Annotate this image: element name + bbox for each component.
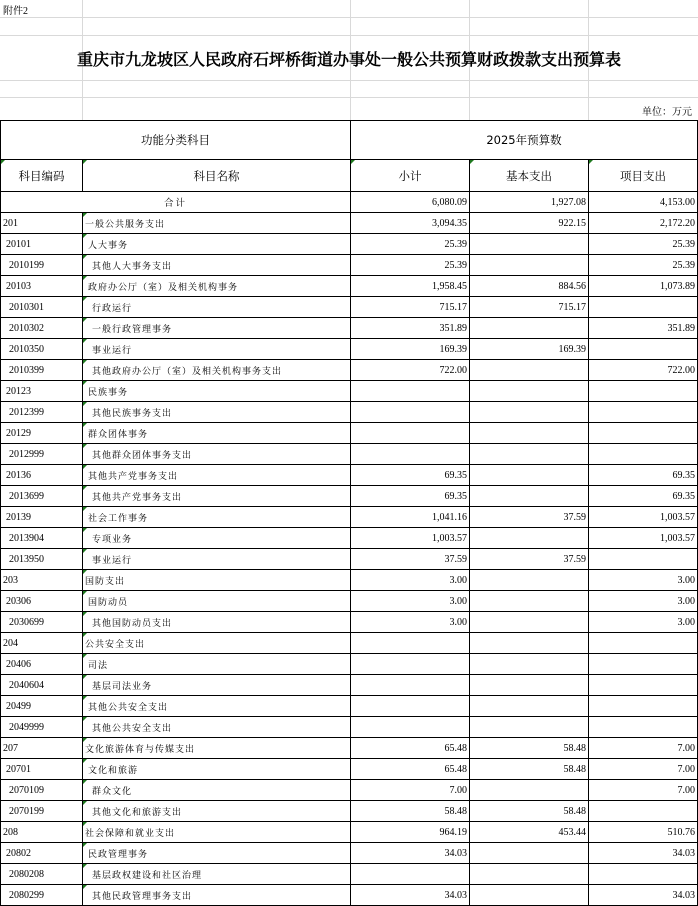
row-subtotal xyxy=(351,717,470,738)
row-code: 2012999 xyxy=(1,444,83,465)
row-basic: 37.59 xyxy=(470,549,589,570)
row-subtotal: 69.35 xyxy=(351,486,470,507)
row-basic xyxy=(470,423,589,444)
row-name: 公共安全支出 xyxy=(83,633,351,654)
row-code: 20139 xyxy=(1,507,83,528)
header-subtotal: 小计 xyxy=(351,160,470,192)
table-row xyxy=(1,801,698,822)
row-project: 351.89 xyxy=(589,318,698,339)
row-code: 2010199 xyxy=(1,255,83,276)
row-project xyxy=(589,864,698,885)
row-basic xyxy=(470,465,589,486)
row-project: 34.03 xyxy=(589,885,698,906)
row-project: 510.76 xyxy=(589,822,698,843)
row-project: 7.00 xyxy=(589,780,698,801)
total-subtotal: 6,080.09 xyxy=(351,192,470,213)
row-basic xyxy=(470,528,589,549)
gridline xyxy=(0,97,698,98)
row-name: 群众团体事务 xyxy=(83,423,351,444)
row-subtotal: 65.48 xyxy=(351,738,470,759)
table-row xyxy=(1,717,698,738)
table-row xyxy=(1,591,698,612)
row-code: 20406 xyxy=(1,654,83,675)
row-project xyxy=(589,717,698,738)
row-subtotal xyxy=(351,675,470,696)
header-row-1 xyxy=(1,121,698,160)
row-project xyxy=(589,444,698,465)
row-subtotal: 169.39 xyxy=(351,339,470,360)
table-row xyxy=(1,759,698,780)
row-subtotal: 3.00 xyxy=(351,591,470,612)
row-subtotal: 1,041.16 xyxy=(351,507,470,528)
row-subtotal: 7.00 xyxy=(351,780,470,801)
row-subtotal xyxy=(351,444,470,465)
row-name: 其他共产党事务支出 xyxy=(83,486,351,507)
table-row xyxy=(1,276,698,297)
row-code: 2040604 xyxy=(1,675,83,696)
row-project xyxy=(589,633,698,654)
table-row xyxy=(1,507,698,528)
row-basic xyxy=(470,381,589,402)
row-basic xyxy=(470,255,589,276)
row-code: 2013904 xyxy=(1,528,83,549)
row-project xyxy=(589,381,698,402)
row-code: 2010302 xyxy=(1,318,83,339)
table-row xyxy=(1,570,698,591)
row-basic xyxy=(470,780,589,801)
row-subtotal: 964.19 xyxy=(351,822,470,843)
row-name: 专项业务 xyxy=(83,528,351,549)
gridline xyxy=(0,35,698,36)
header-name: 科目名称 xyxy=(83,160,351,192)
table-row xyxy=(1,843,698,864)
row-name: 其他民政管理事务支出 xyxy=(83,885,351,906)
table-row xyxy=(1,675,698,696)
row-basic xyxy=(470,696,589,717)
row-code: 20101 xyxy=(1,234,83,255)
row-project: 69.35 xyxy=(589,465,698,486)
row-subtotal: 34.03 xyxy=(351,843,470,864)
row-subtotal: 58.48 xyxy=(351,801,470,822)
table-row xyxy=(1,255,698,276)
row-project: 7.00 xyxy=(589,759,698,780)
row-project: 1,003.57 xyxy=(589,507,698,528)
table-row xyxy=(1,822,698,843)
row-name: 国防动员 xyxy=(83,591,351,612)
header-category: 功能分类科目 xyxy=(1,121,351,160)
row-code: 207 xyxy=(1,738,83,759)
row-subtotal: 69.35 xyxy=(351,465,470,486)
table-row xyxy=(1,465,698,486)
row-code: 20701 xyxy=(1,759,83,780)
row-subtotal: 34.03 xyxy=(351,885,470,906)
row-name: 社会保障和就业支出 xyxy=(83,822,351,843)
row-code: 2013699 xyxy=(1,486,83,507)
row-subtotal: 25.39 xyxy=(351,255,470,276)
row-subtotal: 25.39 xyxy=(351,234,470,255)
row-basic xyxy=(470,654,589,675)
row-name: 其他文化和旅游支出 xyxy=(83,801,351,822)
row-name: 事业运行 xyxy=(83,549,351,570)
row-basic xyxy=(470,864,589,885)
row-name: 其他民族事务支出 xyxy=(83,402,351,423)
row-code: 20129 xyxy=(1,423,83,444)
row-subtotal: 351.89 xyxy=(351,318,470,339)
row-code: 2070109 xyxy=(1,780,83,801)
row-subtotal: 3,094.35 xyxy=(351,213,470,234)
row-subtotal xyxy=(351,402,470,423)
row-project: 25.39 xyxy=(589,234,698,255)
table-row xyxy=(1,696,698,717)
row-code: 20103 xyxy=(1,276,83,297)
budget-table xyxy=(0,120,698,906)
row-basic xyxy=(470,843,589,864)
header-code: 科目编码 xyxy=(1,160,83,192)
row-code: 201 xyxy=(1,213,83,234)
row-basic: 922.15 xyxy=(470,213,589,234)
row-basic xyxy=(470,591,589,612)
row-name: 其他公共安全支出 xyxy=(83,696,351,717)
gridline xyxy=(0,17,698,18)
row-name: 其他人大事务支出 xyxy=(83,255,351,276)
row-basic xyxy=(470,234,589,255)
row-basic xyxy=(470,402,589,423)
row-basic: 58.48 xyxy=(470,738,589,759)
row-name: 文化旅游体育与传媒支出 xyxy=(83,738,351,759)
row-basic xyxy=(470,486,589,507)
table-row xyxy=(1,738,698,759)
row-subtotal xyxy=(351,633,470,654)
row-code: 2010301 xyxy=(1,297,83,318)
row-code: 20136 xyxy=(1,465,83,486)
table-row xyxy=(1,339,698,360)
row-basic: 715.17 xyxy=(470,297,589,318)
row-project: 7.00 xyxy=(589,738,698,759)
row-basic xyxy=(470,717,589,738)
total-project: 4,153.00 xyxy=(589,192,698,213)
table-row xyxy=(1,423,698,444)
row-basic xyxy=(470,885,589,906)
row-basic: 58.48 xyxy=(470,759,589,780)
row-code: 20306 xyxy=(1,591,83,612)
row-project: 2,172.20 xyxy=(589,213,698,234)
row-name: 基层司法业务 xyxy=(83,675,351,696)
row-project: 25.39 xyxy=(589,255,698,276)
total-label: 合计 xyxy=(1,192,351,213)
row-subtotal xyxy=(351,654,470,675)
row-name: 民族事务 xyxy=(83,381,351,402)
row-project xyxy=(589,675,698,696)
row-project xyxy=(589,297,698,318)
row-name: 社会工作事务 xyxy=(83,507,351,528)
row-project xyxy=(589,801,698,822)
table-row xyxy=(1,444,698,465)
unit-label: 单位：万元 xyxy=(642,107,692,118)
row-name: 其他公共安全支出 xyxy=(83,717,351,738)
row-name: 其他群众团体事务支出 xyxy=(83,444,351,465)
table-row xyxy=(1,612,698,633)
row-subtotal: 715.17 xyxy=(351,297,470,318)
row-project: 722.00 xyxy=(589,360,698,381)
row-subtotal: 722.00 xyxy=(351,360,470,381)
row-subtotal: 3.00 xyxy=(351,612,470,633)
table-row xyxy=(1,780,698,801)
row-name: 国防支出 xyxy=(83,570,351,591)
table-row xyxy=(1,633,698,654)
row-project xyxy=(589,423,698,444)
table-row xyxy=(1,885,698,906)
table-row xyxy=(1,297,698,318)
row-name: 其他政府办公厅（室）及相关机构事务支出 xyxy=(83,360,351,381)
row-code: 208 xyxy=(1,822,83,843)
row-basic: 169.39 xyxy=(470,339,589,360)
table-row xyxy=(1,360,698,381)
row-project xyxy=(589,549,698,570)
table-row xyxy=(1,654,698,675)
row-code: 20802 xyxy=(1,843,83,864)
header-project: 项目支出 xyxy=(589,160,698,192)
row-name: 一般公共服务支出 xyxy=(83,213,351,234)
row-project: 34.03 xyxy=(589,843,698,864)
row-name: 行政运行 xyxy=(83,297,351,318)
row-basic: 453.44 xyxy=(470,822,589,843)
header-budget-year: 2025年预算数 xyxy=(351,121,698,160)
attachment-label: 附件2 xyxy=(3,6,28,17)
row-name: 一般行政管理事务 xyxy=(83,318,351,339)
row-subtotal xyxy=(351,696,470,717)
row-name: 政府办公厅（室）及相关机构事务 xyxy=(83,276,351,297)
row-project: 3.00 xyxy=(589,591,698,612)
row-name: 司法 xyxy=(83,654,351,675)
row-subtotal: 1,958.45 xyxy=(351,276,470,297)
table-row xyxy=(1,234,698,255)
row-project: 3.00 xyxy=(589,612,698,633)
row-basic xyxy=(470,675,589,696)
row-subtotal xyxy=(351,423,470,444)
row-project xyxy=(589,696,698,717)
row-name: 人大事务 xyxy=(83,234,351,255)
row-project xyxy=(589,402,698,423)
header-basic: 基本支出 xyxy=(470,160,589,192)
row-basic: 884.56 xyxy=(470,276,589,297)
row-project xyxy=(589,339,698,360)
row-project: 3.00 xyxy=(589,570,698,591)
table-row xyxy=(1,318,698,339)
row-project xyxy=(589,654,698,675)
row-code: 2070199 xyxy=(1,801,83,822)
row-name: 其他共产党事务支出 xyxy=(83,465,351,486)
row-subtotal xyxy=(351,864,470,885)
row-basic: 58.48 xyxy=(470,801,589,822)
row-basic: 37.59 xyxy=(470,507,589,528)
row-name: 事业运行 xyxy=(83,339,351,360)
row-code: 2010399 xyxy=(1,360,83,381)
row-name: 基层政权建设和社区治理 xyxy=(83,864,351,885)
row-name: 群众文化 xyxy=(83,780,351,801)
row-code: 2080208 xyxy=(1,864,83,885)
row-project: 1,003.57 xyxy=(589,528,698,549)
row-code: 203 xyxy=(1,570,83,591)
row-code: 204 xyxy=(1,633,83,654)
row-code: 2013950 xyxy=(1,549,83,570)
row-basic xyxy=(470,612,589,633)
table-row xyxy=(1,549,698,570)
table-row xyxy=(1,381,698,402)
row-basic xyxy=(470,444,589,465)
table-row xyxy=(1,213,698,234)
row-subtotal: 37.59 xyxy=(351,549,470,570)
row-subtotal: 1,003.57 xyxy=(351,528,470,549)
row-name: 民政管理事务 xyxy=(83,843,351,864)
total-basic: 1,927.08 xyxy=(470,192,589,213)
row-basic xyxy=(470,633,589,654)
row-name: 文化和旅游 xyxy=(83,759,351,780)
gridline xyxy=(0,80,698,81)
row-basic xyxy=(470,570,589,591)
row-basic xyxy=(470,318,589,339)
table-row xyxy=(1,402,698,423)
row-code: 2080299 xyxy=(1,885,83,906)
row-code: 2030699 xyxy=(1,612,83,633)
table-row xyxy=(1,864,698,885)
row-name: 其他国防动员支出 xyxy=(83,612,351,633)
row-basic xyxy=(470,360,589,381)
header-row-2 xyxy=(1,160,698,192)
row-code: 2010350 xyxy=(1,339,83,360)
row-code: 2049999 xyxy=(1,717,83,738)
page-title: 重庆市九龙坡区人民政府石坪桥街道办事处一般公共预算财政拨款支出预算表 xyxy=(76,50,621,69)
row-code: 2012399 xyxy=(1,402,83,423)
total-row xyxy=(1,192,698,213)
row-project: 1,073.89 xyxy=(589,276,698,297)
row-code: 20499 xyxy=(1,696,83,717)
row-code: 20123 xyxy=(1,381,83,402)
row-project: 69.35 xyxy=(589,486,698,507)
row-subtotal: 3.00 xyxy=(351,570,470,591)
row-subtotal: 65.48 xyxy=(351,759,470,780)
table-row xyxy=(1,486,698,507)
row-subtotal xyxy=(351,381,470,402)
table-row xyxy=(1,528,698,549)
